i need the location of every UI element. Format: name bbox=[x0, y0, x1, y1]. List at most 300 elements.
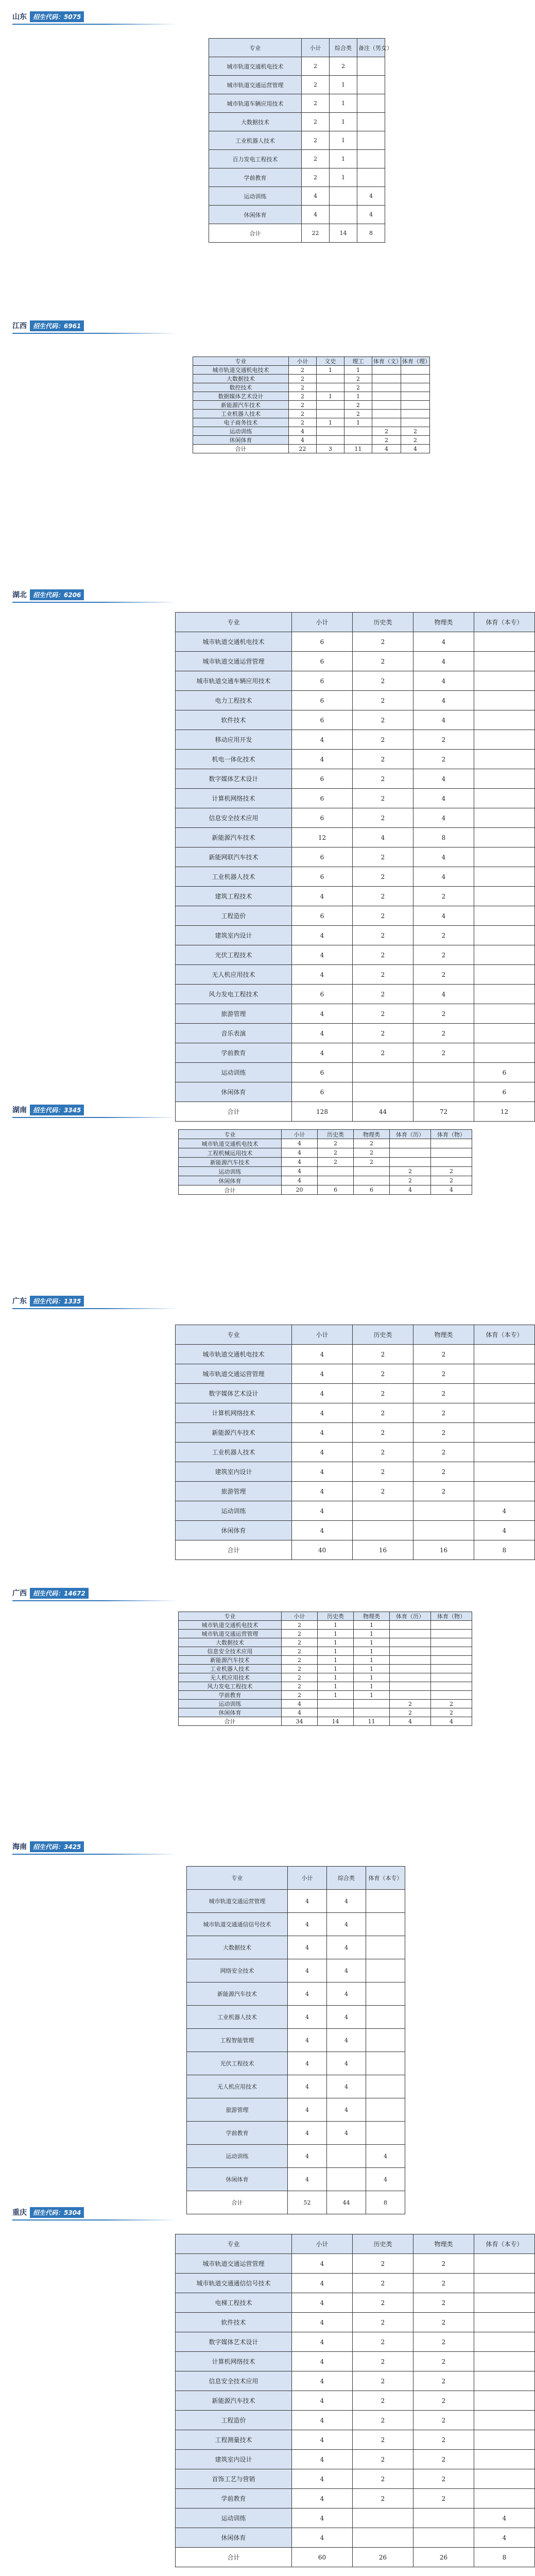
quota-cell: 2 bbox=[344, 401, 372, 410]
table-row bbox=[179, 1148, 472, 1158]
quota-cell: 4 bbox=[288, 2006, 327, 2029]
quota-cell: 2 bbox=[401, 436, 430, 445]
quota-cell: 4 bbox=[288, 2098, 327, 2122]
table-row bbox=[193, 392, 430, 401]
table-row bbox=[176, 2274, 535, 2293]
quota-cell: 2 bbox=[372, 427, 401, 436]
quota-cell bbox=[474, 2254, 535, 2274]
quota-cell: 4 bbox=[413, 985, 474, 1004]
major-name-cell: 新能源汽车技术 bbox=[176, 2391, 292, 2411]
column-header: 专业 bbox=[176, 613, 292, 632]
major-name-cell: 电力工程技术 bbox=[176, 691, 292, 710]
quota-cell: 8 bbox=[413, 828, 474, 848]
quota-cell: 4 bbox=[401, 445, 430, 453]
column-header: 综合类 bbox=[330, 39, 357, 57]
table-row bbox=[179, 1700, 472, 1708]
quota-cell bbox=[431, 1630, 472, 1638]
column-header: 历史类 bbox=[318, 1130, 354, 1139]
quota-cell bbox=[431, 1621, 472, 1630]
table-row bbox=[187, 1913, 405, 1936]
major-name-cell: 大数据技术 bbox=[193, 375, 289, 383]
table-row bbox=[176, 926, 535, 945]
quota-cell: 2 bbox=[353, 2411, 413, 2430]
quota-table bbox=[175, 612, 535, 1122]
table-row bbox=[187, 1936, 405, 1959]
major-name-cell: 工程造价 bbox=[176, 2411, 292, 2430]
quota-cell bbox=[474, 1423, 535, 1443]
quota-cell: 2 bbox=[413, 2254, 474, 2274]
quota-cell: 2 bbox=[353, 1443, 413, 1462]
major-name-cell: 休闲体育 bbox=[176, 1521, 292, 1540]
quota-cell: 4 bbox=[292, 926, 353, 945]
quota-cell: 6 bbox=[292, 848, 353, 867]
column-header: 体育（历） bbox=[390, 1130, 431, 1139]
quota-cell bbox=[344, 427, 372, 436]
quota-cell: 4 bbox=[413, 691, 474, 710]
quota-cell bbox=[366, 2098, 405, 2122]
quota-cell: 8 bbox=[366, 2191, 405, 2214]
quota-cell bbox=[401, 410, 430, 418]
quota-cell bbox=[474, 2450, 535, 2469]
quota-cell: 2 bbox=[413, 2352, 474, 2371]
section-header bbox=[12, 1105, 84, 1115]
header-underline bbox=[12, 333, 177, 334]
table-row bbox=[209, 113, 385, 131]
quota-cell bbox=[474, 2352, 535, 2371]
quota-cell bbox=[474, 965, 535, 985]
quota-cell bbox=[474, 867, 535, 887]
quota-cell: 16 bbox=[353, 1540, 413, 1560]
quota-cell: 4 bbox=[288, 2145, 327, 2168]
major-name-cell: 风力发电工程技术 bbox=[176, 985, 292, 1004]
quota-cell: 4 bbox=[292, 1024, 353, 1043]
quota-cell: 4 bbox=[327, 2052, 366, 2075]
column-header: 体育（历） bbox=[390, 1612, 431, 1621]
quota-cell: 4 bbox=[413, 789, 474, 808]
major-name-cell: 旅游管理 bbox=[176, 1482, 292, 1501]
quota-cell: 4 bbox=[413, 906, 474, 926]
table-row bbox=[179, 1176, 472, 1185]
quota-cell: 6 bbox=[318, 1185, 354, 1195]
quota-cell: 4 bbox=[413, 769, 474, 789]
quota-cell: 4 bbox=[292, 945, 353, 965]
quota-cell: 2 bbox=[289, 383, 317, 392]
major-name-cell: 运动训练 bbox=[193, 427, 289, 436]
major-name-cell: 首饰工艺与营销 bbox=[176, 2469, 292, 2489]
major-name-cell: 运动训练 bbox=[179, 1167, 282, 1176]
section-header bbox=[12, 320, 84, 331]
quota-cell: 4 bbox=[366, 2145, 405, 2168]
quota-cell: 2 bbox=[353, 1482, 413, 1501]
table-row bbox=[176, 2411, 535, 2430]
quota-cell: 2 bbox=[353, 2254, 413, 2274]
major-name-cell: 城市轨道交通运营管理 bbox=[176, 1364, 292, 1384]
quota-cell bbox=[357, 94, 385, 113]
quota-cell: 2 bbox=[353, 1403, 413, 1423]
quota-cell bbox=[474, 2391, 535, 2411]
header-underline bbox=[12, 2219, 177, 2221]
table-header-row bbox=[209, 39, 385, 57]
quota-cell: 4 bbox=[474, 2528, 535, 2548]
quota-cell bbox=[372, 366, 401, 375]
quota-cell: 4 bbox=[292, 2509, 353, 2528]
quota-cell: 2 bbox=[318, 1139, 354, 1148]
quota-cell: 40 bbox=[292, 1540, 353, 1560]
quota-cell: 2 bbox=[431, 1176, 472, 1185]
table-row bbox=[193, 366, 430, 375]
major-name-cell: 数控技术 bbox=[193, 383, 289, 392]
section-header bbox=[12, 1296, 84, 1306]
quota-cell: 2 bbox=[413, 1345, 474, 1364]
major-name-cell: 建筑室内设计 bbox=[176, 1462, 292, 1482]
quota-cell: 4 bbox=[366, 2168, 405, 2191]
table-header-row bbox=[176, 1325, 535, 1345]
quota-cell: 4 bbox=[282, 1708, 318, 1717]
province-name: 湖北 bbox=[12, 591, 27, 599]
major-name-cell: 新能网联汽车技术 bbox=[176, 848, 292, 867]
table-row bbox=[179, 1621, 472, 1630]
major-name-cell: 新能源汽车技术 bbox=[176, 828, 292, 848]
major-name-cell: 工业机器人技术 bbox=[187, 2006, 288, 2029]
quota-cell: 4 bbox=[292, 1345, 353, 1364]
quota-cell bbox=[474, 2411, 535, 2430]
quota-cell: 2 bbox=[372, 436, 401, 445]
quota-cell: 4 bbox=[413, 652, 474, 671]
table-header-row bbox=[187, 1867, 405, 1890]
table-row bbox=[176, 965, 535, 985]
table-row bbox=[176, 2489, 535, 2509]
quota-cell: 2 bbox=[318, 1158, 354, 1167]
quota-cell bbox=[431, 1148, 472, 1158]
quota-cell bbox=[366, 2122, 405, 2145]
major-name-cell: 数据媒体艺术设计 bbox=[193, 392, 289, 401]
table-row bbox=[187, 2006, 405, 2029]
quota-cell bbox=[366, 2029, 405, 2052]
quota-cell bbox=[353, 1063, 413, 1082]
quota-cell: 4 bbox=[357, 187, 385, 206]
table-row bbox=[179, 1691, 472, 1700]
quota-cell: 6 bbox=[292, 769, 353, 789]
major-name-cell: 音乐表演 bbox=[176, 1024, 292, 1043]
quota-cell bbox=[357, 113, 385, 131]
quota-cell: 4 bbox=[292, 2430, 353, 2450]
table-row bbox=[176, 691, 535, 710]
major-name-cell: 城市轨道交通运营管理 bbox=[176, 2254, 292, 2274]
quota-cell: 2 bbox=[282, 1665, 318, 1673]
column-header: 专业 bbox=[176, 2234, 292, 2254]
quota-cell bbox=[401, 383, 430, 392]
major-name-cell: 工程智能管理 bbox=[187, 2029, 288, 2052]
major-name-cell: 数字媒体艺术设计 bbox=[176, 2332, 292, 2352]
quota-cell bbox=[353, 1501, 413, 1521]
quota-cell bbox=[390, 1638, 431, 1647]
quota-cell: 44 bbox=[353, 1102, 413, 1122]
section-header bbox=[12, 1588, 89, 1598]
quota-cell bbox=[353, 2509, 413, 2528]
major-name-cell: 运动训练 bbox=[176, 1063, 292, 1082]
quota-cell: 4 bbox=[413, 848, 474, 867]
quota-cell bbox=[431, 1638, 472, 1647]
column-header: 体育（理） bbox=[401, 357, 430, 366]
quota-cell: 4 bbox=[289, 436, 317, 445]
quota-cell: 1 bbox=[318, 1673, 354, 1682]
quota-cell bbox=[318, 1176, 354, 1185]
table-row bbox=[176, 1024, 535, 1043]
quota-cell: 6 bbox=[474, 1063, 535, 1082]
quota-cell: 4 bbox=[327, 2075, 366, 2098]
quota-cell bbox=[474, 906, 535, 926]
table-row bbox=[179, 1630, 472, 1638]
major-name-cell: 信息安全技术应用 bbox=[179, 1647, 282, 1656]
quota-cell: 2 bbox=[353, 1043, 413, 1063]
table-row bbox=[187, 2029, 405, 2052]
major-name-cell: 城市轨道交通机电技术 bbox=[209, 57, 302, 76]
quota-cell: 2 bbox=[289, 392, 317, 401]
enroll-code: 招生代码：3425 bbox=[30, 1841, 84, 1852]
section-header bbox=[12, 2207, 84, 2217]
quota-cell: 4 bbox=[292, 1364, 353, 1384]
major-name-cell: 旅游管理 bbox=[176, 1004, 292, 1024]
table-row bbox=[179, 1673, 472, 1682]
quota-cell: 4 bbox=[288, 1982, 327, 2006]
quota-cell: 14 bbox=[330, 224, 357, 243]
major-name-cell: 数字媒体艺术设计 bbox=[176, 769, 292, 789]
quota-cell: 2 bbox=[344, 410, 372, 418]
quota-cell: 4 bbox=[292, 1501, 353, 1521]
column-header: 物理类 bbox=[354, 1612, 390, 1621]
total-row bbox=[176, 1102, 535, 1122]
quota-cell: 4 bbox=[282, 1167, 318, 1176]
table-row bbox=[209, 187, 385, 206]
quota-cell bbox=[474, 2332, 535, 2352]
quota-cell bbox=[354, 1176, 390, 1185]
column-header: 小计 bbox=[282, 1130, 318, 1139]
major-name-cell: 信息安全技术应用 bbox=[176, 808, 292, 828]
quota-cell: 2 bbox=[413, 1423, 474, 1443]
major-name-cell: 城市轨道交通机电技术 bbox=[193, 366, 289, 375]
quota-cell bbox=[401, 418, 430, 427]
quota-cell: 2 bbox=[413, 1443, 474, 1462]
table-row bbox=[209, 131, 385, 150]
quota-cell: 2 bbox=[353, 867, 413, 887]
quota-cell bbox=[474, 926, 535, 945]
quota-cell: 2 bbox=[289, 410, 317, 418]
total-row bbox=[179, 1185, 472, 1195]
quota-cell: 4 bbox=[292, 2254, 353, 2274]
quota-cell: 11 bbox=[354, 1717, 390, 1726]
major-name-cell: 大数据技术 bbox=[187, 1936, 288, 1959]
table-header-row bbox=[176, 2234, 535, 2254]
quota-cell: 2 bbox=[282, 1682, 318, 1691]
quota-cell: 4 bbox=[292, 2450, 353, 2469]
quota-cell bbox=[413, 1501, 474, 1521]
quota-cell: 4 bbox=[292, 2528, 353, 2548]
quota-cell: 4 bbox=[288, 1936, 327, 1959]
quota-cell: 4 bbox=[292, 965, 353, 985]
quota-cell bbox=[474, 1345, 535, 1364]
table-row bbox=[176, 789, 535, 808]
quota-cell: 3 bbox=[317, 445, 344, 453]
quota-cell bbox=[431, 1673, 472, 1682]
quota-cell: 4 bbox=[288, 2052, 327, 2075]
quota-cell: 2 bbox=[413, 1384, 474, 1403]
table-row bbox=[179, 1167, 472, 1176]
quota-cell: 2 bbox=[413, 2274, 474, 2293]
header-underline bbox=[12, 602, 177, 603]
quota-table bbox=[178, 1612, 472, 1726]
major-name-cell: 工业机器人技术 bbox=[193, 410, 289, 418]
quota-cell: 6 bbox=[474, 1082, 535, 1102]
quota-cell: 4 bbox=[292, 2411, 353, 2430]
quota-cell bbox=[353, 1082, 413, 1102]
quota-cell: 4 bbox=[474, 2509, 535, 2528]
quota-cell: 4 bbox=[289, 427, 317, 436]
quota-cell bbox=[413, 1063, 474, 1082]
quota-cell: 2 bbox=[353, 1423, 413, 1443]
quota-cell bbox=[357, 57, 385, 76]
major-name-cell: 运动训练 bbox=[187, 2145, 288, 2168]
quota-cell: 1 bbox=[344, 392, 372, 401]
quota-cell: 2 bbox=[353, 2469, 413, 2489]
quota-cell: 2 bbox=[390, 1167, 431, 1176]
quota-cell: 1 bbox=[354, 1647, 390, 1656]
column-header: 物理类 bbox=[413, 2234, 474, 2254]
quota-cell: 2 bbox=[353, 2274, 413, 2293]
column-header: 小计 bbox=[302, 39, 330, 57]
quota-cell: 2 bbox=[282, 1638, 318, 1647]
table-header-row bbox=[176, 613, 535, 632]
major-name-cell: 网络安全技术 bbox=[187, 1959, 288, 1982]
quota-cell bbox=[318, 1700, 354, 1708]
quota-cell bbox=[317, 427, 344, 436]
header-underline bbox=[12, 1600, 177, 1601]
table-row bbox=[176, 848, 535, 867]
quota-cell bbox=[474, 1403, 535, 1423]
quota-cell: 2 bbox=[353, 2391, 413, 2411]
quota-cell: 1 bbox=[318, 1656, 354, 1665]
major-name-cell: 新能源汽车技术 bbox=[193, 401, 289, 410]
quota-cell: 4 bbox=[292, 2391, 353, 2411]
quota-cell: 4 bbox=[282, 1176, 318, 1185]
quota-cell: 1 bbox=[354, 1656, 390, 1665]
quota-cell: 1 bbox=[318, 1691, 354, 1700]
quota-cell bbox=[401, 401, 430, 410]
major-name-cell: 电子商务技术 bbox=[193, 418, 289, 427]
column-header: 文史 bbox=[317, 357, 344, 366]
table-row bbox=[176, 2391, 535, 2411]
quota-cell bbox=[474, 2313, 535, 2332]
quota-cell: 2 bbox=[353, 1384, 413, 1403]
quota-cell: 4 bbox=[292, 1462, 353, 1482]
quota-cell: 6 bbox=[292, 632, 353, 652]
quota-cell: 1 bbox=[318, 1621, 354, 1630]
quota-cell: 4 bbox=[288, 1959, 327, 1982]
quota-cell bbox=[413, 2528, 474, 2548]
column-header: 历史类 bbox=[353, 1325, 413, 1345]
quota-cell: 2 bbox=[353, 965, 413, 985]
quota-cell: 2 bbox=[401, 427, 430, 436]
quota-cell bbox=[357, 168, 385, 187]
quota-cell: 26 bbox=[353, 2548, 413, 2567]
province-name: 重庆 bbox=[12, 2209, 27, 2217]
quota-cell bbox=[474, 691, 535, 710]
quota-cell: 8 bbox=[357, 224, 385, 243]
table-row bbox=[176, 2313, 535, 2332]
table-row bbox=[193, 410, 430, 418]
table-row bbox=[176, 1403, 535, 1423]
quota-cell: 6 bbox=[292, 906, 353, 926]
quota-cell: 4 bbox=[327, 1913, 366, 1936]
quota-cell bbox=[413, 1521, 474, 1540]
quota-cell bbox=[474, 2274, 535, 2293]
quota-cell: 22 bbox=[302, 224, 330, 243]
table-row bbox=[209, 94, 385, 113]
table-row bbox=[209, 57, 385, 76]
quota-table bbox=[186, 1866, 405, 2214]
column-header: 专业 bbox=[179, 1612, 282, 1621]
table-row bbox=[176, 1443, 535, 1462]
quota-cell: 2 bbox=[413, 2313, 474, 2332]
major-name-cell: 城市轨道交通通信信号技术 bbox=[187, 1913, 288, 1936]
column-header: 体育（本专） bbox=[474, 613, 535, 632]
table-row bbox=[176, 906, 535, 926]
quota-cell: 4 bbox=[357, 206, 385, 224]
column-header: 专业 bbox=[176, 1325, 292, 1345]
major-name-cell: 城市轨道交通机电技术 bbox=[179, 1621, 282, 1630]
quota-cell: 2 bbox=[282, 1621, 318, 1630]
major-name-cell: 信息安全技术应用 bbox=[176, 2371, 292, 2391]
quota-cell bbox=[431, 1656, 472, 1665]
major-name-cell: 合计 bbox=[209, 224, 302, 243]
quota-cell: 2 bbox=[302, 113, 330, 131]
quota-cell bbox=[344, 436, 372, 445]
table-row bbox=[176, 1423, 535, 1443]
table-row bbox=[179, 1638, 472, 1647]
major-name-cell: 休闲体育 bbox=[176, 2528, 292, 2548]
enroll-code: 招生代码：3345 bbox=[30, 1105, 84, 1115]
major-name-cell: 城市轨道交通机电技术 bbox=[176, 632, 292, 652]
quota-cell: 4 bbox=[292, 1403, 353, 1423]
quota-cell: 2 bbox=[289, 401, 317, 410]
quota-cell: 4 bbox=[474, 1521, 535, 1540]
table-row bbox=[179, 1665, 472, 1673]
quota-cell bbox=[401, 375, 430, 383]
quota-cell bbox=[474, 769, 535, 789]
major-name-cell: 学前教育 bbox=[176, 2489, 292, 2509]
table-row bbox=[176, 1063, 535, 1082]
major-name-cell: 建筑工程技术 bbox=[176, 887, 292, 906]
major-name-cell: 数字媒体艺术设计 bbox=[176, 1384, 292, 1403]
quota-cell bbox=[474, 1364, 535, 1384]
quota-cell bbox=[390, 1691, 431, 1700]
quota-cell: 2 bbox=[413, 1043, 474, 1063]
quota-cell bbox=[317, 383, 344, 392]
table-header-row bbox=[193, 357, 430, 366]
column-header: 小计 bbox=[292, 1325, 353, 1345]
quota-cell: 1 bbox=[317, 392, 344, 401]
major-name-cell: 运动训练 bbox=[176, 2509, 292, 2528]
quota-cell: 11 bbox=[344, 445, 372, 453]
column-header: 备注（男女） bbox=[357, 39, 385, 57]
major-name-cell: 新能源汽车技术 bbox=[179, 1656, 282, 1665]
table-row bbox=[187, 1982, 405, 2006]
quota-cell: 2 bbox=[353, 1462, 413, 1482]
quota-cell bbox=[474, 2469, 535, 2489]
quota-cell: 6 bbox=[292, 652, 353, 671]
quota-cell: 2 bbox=[330, 57, 357, 76]
table-row bbox=[176, 750, 535, 769]
quota-cell bbox=[413, 1082, 474, 1102]
